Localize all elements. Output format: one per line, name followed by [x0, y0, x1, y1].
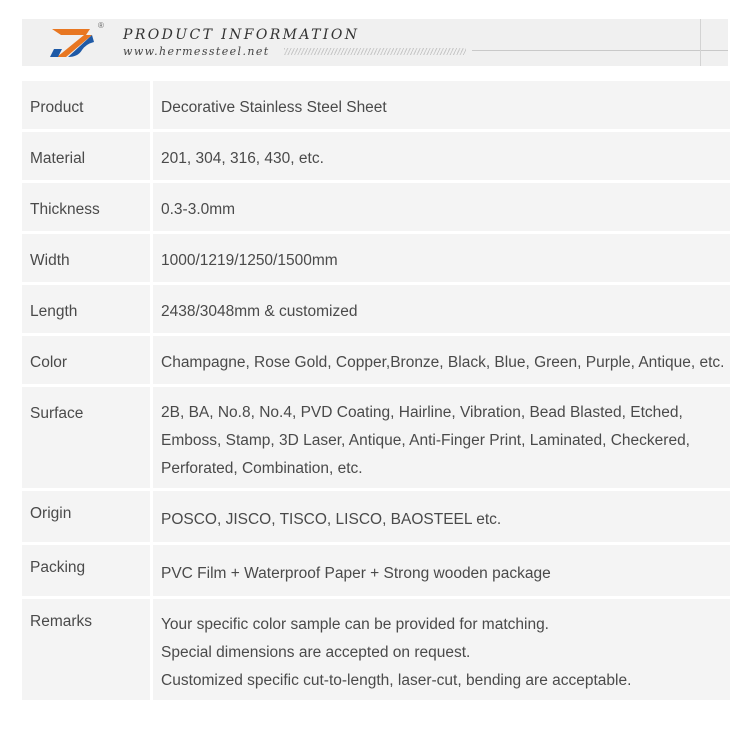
spec-row-thickness: [22, 183, 730, 231]
spec-label: Product: [22, 81, 150, 129]
spec-value: PVC Film + Waterproof Paper + Strong wooden package: [153, 545, 730, 596]
spec-value: Your specific color sample can be provided for matching. Special dimensions are accepted on request. Customized specific cut-to-length, laser-cut, bending are acceptable.: [153, 599, 730, 700]
spec-table: [22, 81, 730, 703]
spec-label: Thickness: [22, 183, 150, 231]
spec-row-remarks: [22, 599, 730, 700]
spec-label: Surface: [22, 387, 150, 488]
spec-row-length: [22, 285, 730, 333]
spec-row-origin: [22, 491, 730, 542]
decorative-hatching: [284, 48, 466, 55]
decorative-rule: [472, 50, 728, 51]
spec-label: Width: [22, 234, 150, 282]
spec-value: 1000/1219/1250/1500mm: [153, 234, 730, 282]
spec-label: Origin: [22, 491, 150, 542]
spec-value: POSCO, JISCO, TISCO, LISCO, BAOSTEEL etc.: [153, 491, 730, 542]
website-url: www.hermessteel.net: [123, 45, 270, 58]
company-logo: [46, 24, 96, 60]
spec-row-surface: [22, 387, 730, 488]
decorative-divider: [700, 19, 701, 66]
header-banner: [22, 19, 728, 66]
spec-value: 201, 304, 316, 430, etc.: [153, 132, 730, 180]
spec-label: Color: [22, 336, 150, 384]
spec-value: 2438/3048mm & customized: [153, 285, 730, 333]
spec-row-color: [22, 336, 730, 384]
spec-label: Material: [22, 132, 150, 180]
spec-row-product: [22, 81, 730, 129]
registered-mark: ®: [98, 21, 104, 30]
spec-label: Length: [22, 285, 150, 333]
spec-value: Decorative Stainless Steel Sheet: [153, 81, 730, 129]
spec-label: Remarks: [22, 599, 150, 700]
spec-value: 0.3-3.0mm: [153, 183, 730, 231]
banner-title: PRODUCT INFORMATION: [123, 27, 360, 43]
spec-label: Packing: [22, 545, 150, 596]
spec-value: 2B, BA, No.8, No.4, PVD Coating, Hairline, Vibration, Bead Blasted, Etched, Emboss, Stamp, 3D Laser, Antique, Anti-Finger Print, Laminated, Checkered, Perforated, Combination, etc.: [153, 387, 730, 488]
spec-value: Champagne, Rose Gold, Copper,Bronze, Black, Blue, Green, Purple, Antique, etc.: [153, 336, 730, 384]
spec-row-packing: [22, 545, 730, 596]
spec-row-width: [22, 234, 730, 282]
spec-row-material: [22, 132, 730, 180]
